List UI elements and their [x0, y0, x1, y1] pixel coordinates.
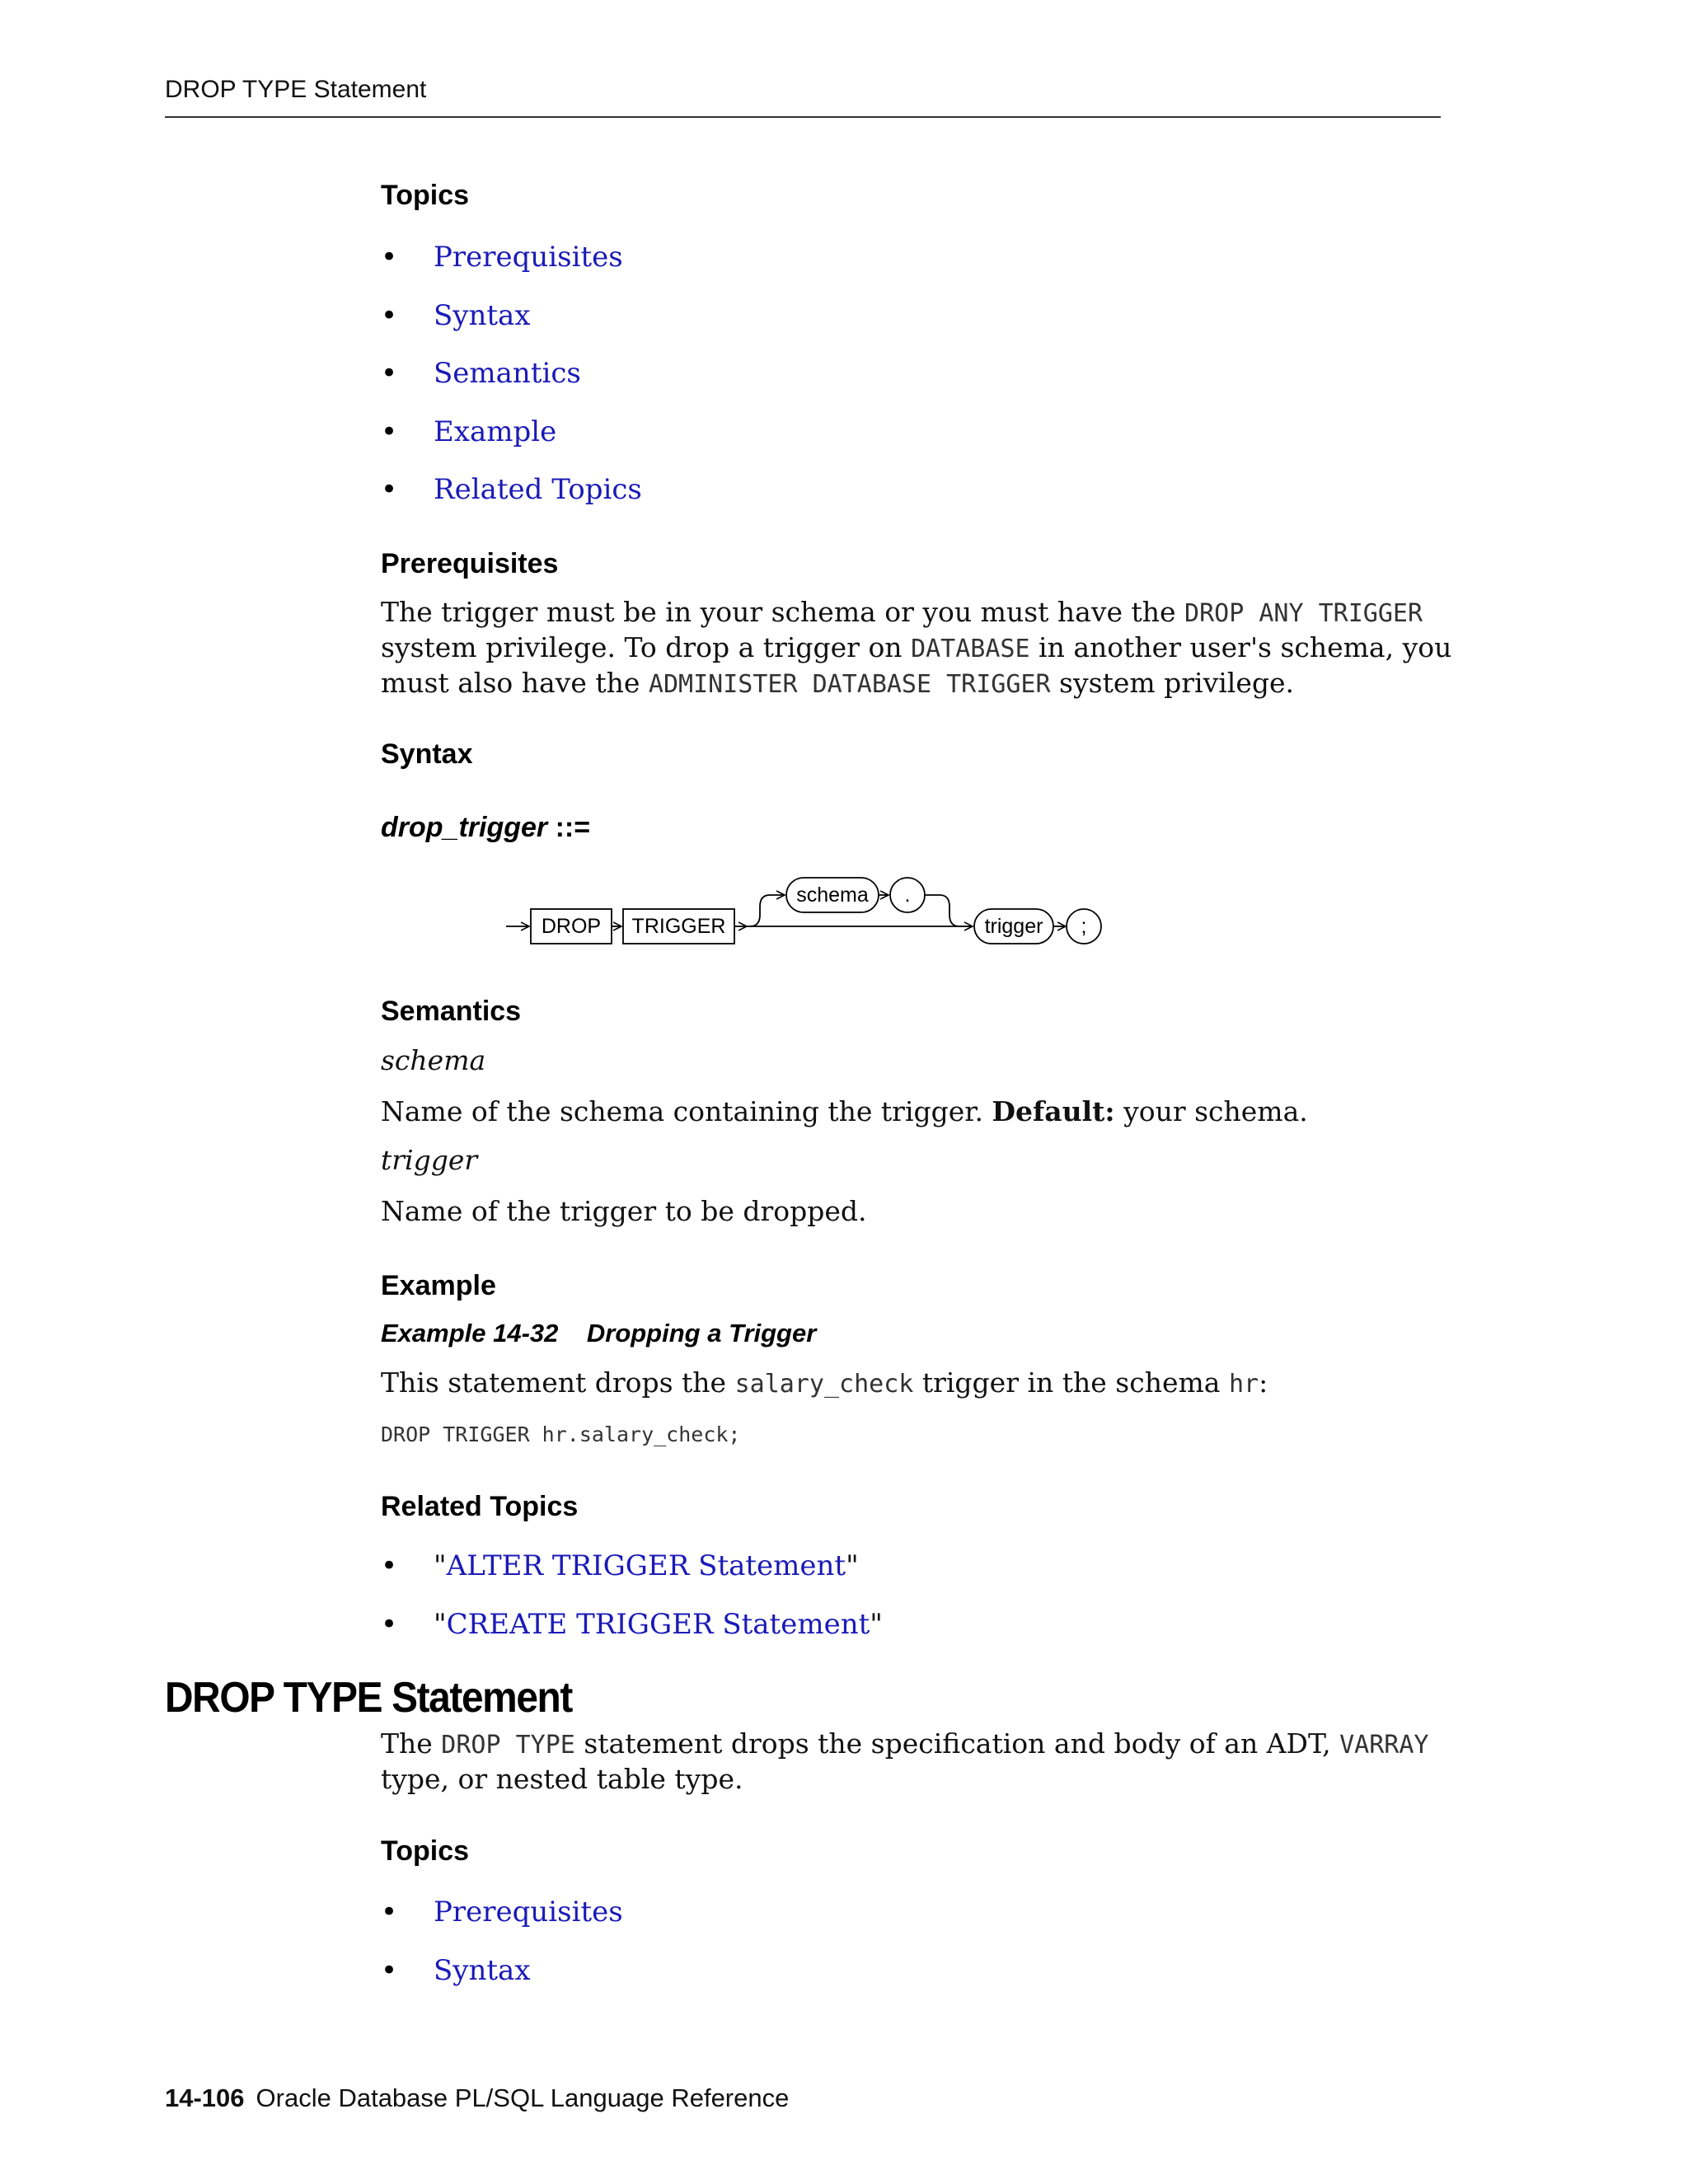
example-heading: Example — [381, 1270, 496, 1301]
link-alter-trigger-statement[interactable]: ALTER TRIGGER Statement — [446, 1549, 846, 1582]
related-item: "CREATE TRIGGER Statement" — [434, 1607, 883, 1641]
topics-heading: Topics — [381, 180, 470, 211]
code-drop-any-trigger: DROP ANY TRIGGER — [1184, 599, 1423, 628]
keyword-drop: DROP — [541, 915, 602, 938]
link-example[interactable]: Example — [434, 415, 557, 448]
code-administer-database-trigger: ADMINISTER DATABASE TRIGGER — [648, 670, 1051, 699]
desc-text: Name of the trigger to be dropped. — [381, 1195, 867, 1227]
example-text-1: This statement drops the — [381, 1366, 735, 1399]
example-text-3: : — [1259, 1366, 1268, 1399]
link-related-topics[interactable]: Related Topics — [434, 473, 642, 506]
intro-text-1: The — [381, 1727, 442, 1760]
bullet-icon: • — [381, 241, 398, 274]
prereq-text-3: in another user's schema, you must also have the — [381, 631, 1452, 699]
semantics-term-trigger: trigger — [381, 1144, 478, 1176]
bullet-icon: • — [381, 1607, 398, 1641]
related-topics-heading: Related Topics — [381, 1491, 579, 1522]
bullet-icon: • — [381, 298, 398, 332]
bullet-icon: • — [381, 1549, 398, 1582]
param-trigger: trigger — [984, 915, 1043, 938]
link-create-trigger-statement[interactable]: CREATE TRIGGER Statement — [446, 1607, 870, 1641]
desc-text: Name of the schema containing the trigger. — [381, 1095, 992, 1127]
bullet-icon: • — [381, 415, 398, 448]
semantics-desc-schema — [381, 1094, 1452, 1128]
param-schema: schema — [796, 883, 869, 907]
bullet-icon: • — [381, 1953, 398, 1987]
example-code: DROP TRIGGER hr.salary_check; — [381, 1422, 741, 1446]
book-title: Oracle Database PL/SQL Language Reference — [256, 2083, 790, 2112]
code-varray: VARRAY — [1339, 1731, 1429, 1760]
link-prerequisites[interactable]: Prerequisites — [434, 241, 623, 274]
drop-type-intro — [381, 1727, 1452, 1796]
prereq-text-2: system privilege. To drop a trigger on — [381, 631, 912, 663]
header-rule — [165, 116, 1441, 118]
intro-text-3: type, or nested table type. — [381, 1763, 743, 1795]
semantics-desc-trigger — [381, 1194, 1452, 1228]
page-number: 14-106 — [165, 2083, 245, 2112]
keyword-trigger: TRIGGER — [631, 915, 726, 938]
syntax-heading: Syntax — [381, 738, 473, 770]
separator-dot: . — [904, 883, 911, 907]
prereq-text-4: system privilege. — [1050, 667, 1295, 699]
section-title: DROP TYPE Statement — [165, 1674, 572, 1722]
running-header: DROP TYPE Statement — [165, 76, 427, 103]
code-drop-type: DROP TYPE — [441, 1731, 575, 1760]
grammar-operator: ::= — [547, 812, 591, 843]
example-text-2: trigger in the schema — [913, 1366, 1229, 1399]
prereq-text-1: The trigger must be in your schema or you must have the — [381, 596, 1185, 628]
semantics-term-schema: schema — [381, 1044, 486, 1076]
prerequisites-heading: Prerequisites — [381, 548, 559, 579]
grammar-name: drop_trigger — [381, 812, 548, 843]
link-syntax[interactable]: Syntax — [434, 1953, 531, 1987]
related-item: "ALTER TRIGGER Statement" — [434, 1549, 859, 1582]
bullet-icon: • — [381, 473, 398, 506]
intro-text-2: statement drops the specification and body of an ADT, — [574, 1727, 1340, 1760]
link-semantics[interactable]: Semantics — [434, 357, 581, 390]
code-hr: hr — [1228, 1370, 1259, 1399]
syntax-diagram — [495, 857, 1121, 956]
terminator-semicolon: ; — [1081, 915, 1087, 938]
bullet-icon: • — [381, 1896, 398, 1929]
semantics-heading: Semantics — [381, 996, 522, 1027]
link-syntax[interactable]: Syntax — [434, 298, 531, 332]
example-text — [381, 1366, 1452, 1401]
grammar-rule — [381, 812, 590, 844]
code-database: DATABASE — [911, 635, 1030, 663]
desc-text: your schema. — [1114, 1095, 1308, 1127]
link-prerequisites[interactable]: Prerequisites — [434, 1896, 623, 1929]
bullet-icon: • — [381, 357, 398, 390]
default-label: Default: — [992, 1095, 1115, 1127]
code-salary-check: salary_check — [734, 1370, 914, 1399]
page-footer — [165, 2083, 789, 2113]
prerequisites-text — [381, 595, 1452, 701]
example-caption: Example 14-32 Dropping a Trigger — [381, 1319, 817, 1347]
drop-type-topics-heading: Topics — [381, 1835, 470, 1867]
